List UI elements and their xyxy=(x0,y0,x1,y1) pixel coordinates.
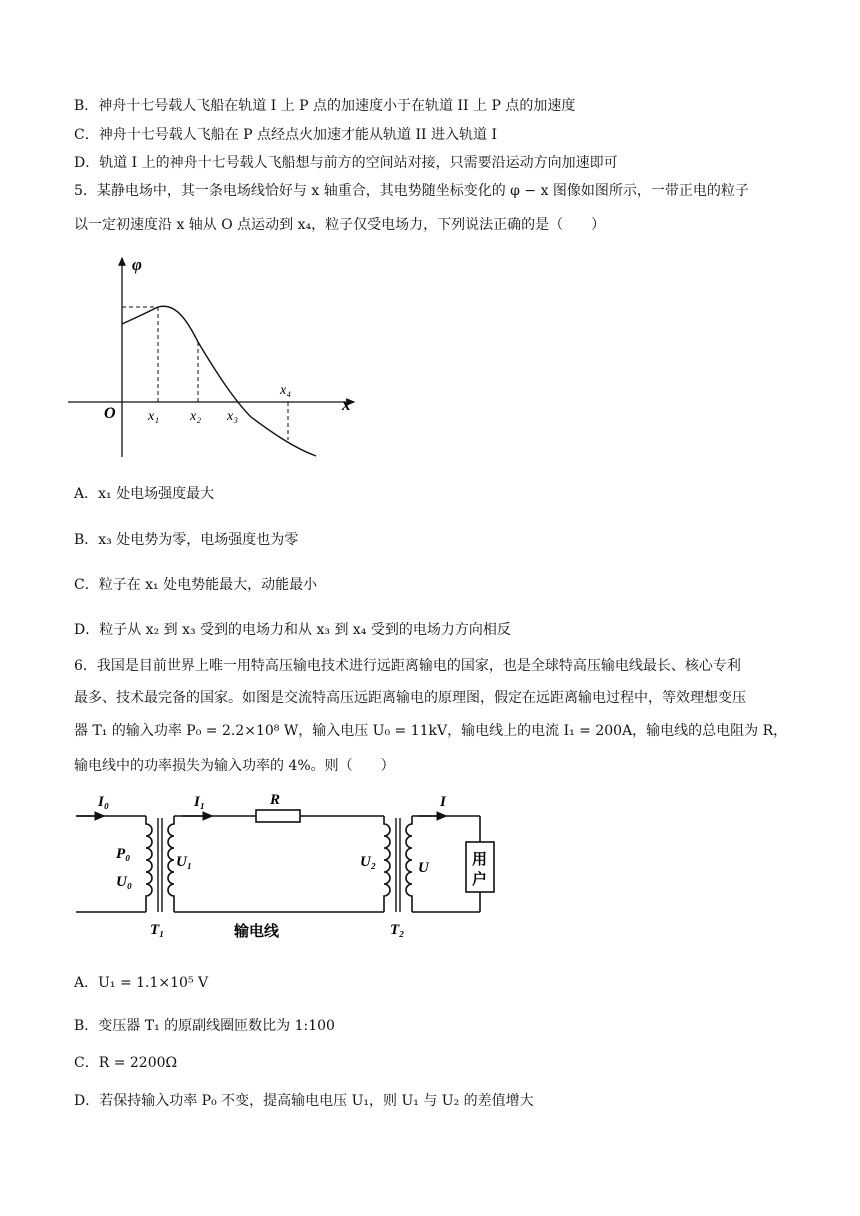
q6-option-a: A．U₁ = 1.1×10⁵ V xyxy=(74,975,209,991)
q5-stem-line-2: 以一定初速度沿 x 轴从 O 点运动到 x₄，粒子仅受电场力，下列说法正确的是（ ） xyxy=(74,217,606,233)
q6-option-c: C．R = 2200Ω xyxy=(74,1055,178,1071)
label-u2: U₂ xyxy=(360,854,377,870)
tick-x1: x₁ xyxy=(148,409,160,424)
label-r: R xyxy=(270,792,281,808)
tick-x3: x₃ xyxy=(227,409,239,424)
label-i1: I₁ xyxy=(194,794,206,810)
label-line: 输电线 xyxy=(234,924,280,940)
label-i: I xyxy=(440,794,446,810)
label-u1: U₁ xyxy=(176,854,193,870)
y-axis-label: φ xyxy=(132,255,142,274)
label-t1: T₁ xyxy=(150,922,165,938)
q6-stem-line-4: 输电线中的功率损失为输入功率的 4%。则（ ） xyxy=(74,758,395,774)
label-u: U xyxy=(418,860,429,876)
resistor-r xyxy=(256,810,300,822)
t1-primary-coil xyxy=(146,816,152,912)
origin-label: O xyxy=(104,405,116,422)
q6-stem-line-1: 6．我国是目前世界上唯一用特高压输电技术进行远距离输电的国家，也是全球特高压输电线最长、核心专利 xyxy=(74,658,741,674)
q5-option-c: C．粒子在 x₁ 处电势能最大，动能最小 xyxy=(74,577,318,593)
potential-graph xyxy=(66,252,366,462)
potential-curve xyxy=(122,306,316,456)
label-user-1: 用 xyxy=(472,852,488,868)
q5-stem-line-1: 5．某静电场中，其一条电场线恰好与 x 轴重合，其电势随坐标变化的 φ − x 图像如图所示，一带正电的粒子 xyxy=(74,183,749,199)
q6-stem-line-2: 最多、技术最完备的国家。如图是交流特高压远距离输电的原理图，假定在远距离输电过程中，等效理想变压 xyxy=(74,690,746,706)
q5-option-b: B．x₃ 处电势为零，电场强度也为零 xyxy=(74,532,299,548)
x-axis-label: x xyxy=(342,395,351,414)
transmission-circuit xyxy=(72,786,512,946)
q4-option-b: B．神舟十七号载人飞船在轨道 I 上 P 点的加速度小于在轨道 II 上 P 点的加速度 xyxy=(74,98,576,114)
q6-option-d: D．若保持输入功率 P₀ 不变，提高输电电压 U₁，则 U₁ 与 U₂ 的差值增大 xyxy=(74,1093,534,1109)
q4-option-c: C．神舟十七号载人飞船在 P 点经点火加速才能从轨道 II 进入轨道 I xyxy=(74,127,497,143)
label-user-2: 户 xyxy=(472,872,488,888)
label-u0: U₀ xyxy=(116,874,133,890)
label-i0: I₀ xyxy=(98,794,110,810)
q6-stem-line-3: 器 T₁ 的输入功率 P₀ = 2.2×10⁸ W，输入电压 U₀ = 11kV，输电线上的电流 I₁ = 200A，输电线的总电阻为 R， xyxy=(74,723,788,739)
t2-secondary-coil xyxy=(406,816,412,912)
tick-x4: x₄ xyxy=(280,383,292,398)
tick-x2: x₂ xyxy=(190,409,202,424)
q4-option-d: D．轨道 I 上的神舟十七号载人飞船想与前方的空间站对接，只需要沿运动方向加速即可 xyxy=(74,155,618,171)
q5-option-d: D．粒子从 x₂ 到 x₃ 受到的电场力和从 x₃ 到 x₄ 受到的电场力方向相反 xyxy=(74,622,511,638)
q5-option-a: A．x₁ 处电场强度最大 xyxy=(74,486,215,502)
label-p0: P₀ xyxy=(116,846,131,862)
t2-primary-coil xyxy=(384,816,390,912)
t1-secondary-coil xyxy=(168,816,174,912)
label-t2: T₂ xyxy=(390,922,405,938)
q6-option-b: B．变压器 T₁ 的原副线圈匝数比为 1:100 xyxy=(74,1018,335,1034)
